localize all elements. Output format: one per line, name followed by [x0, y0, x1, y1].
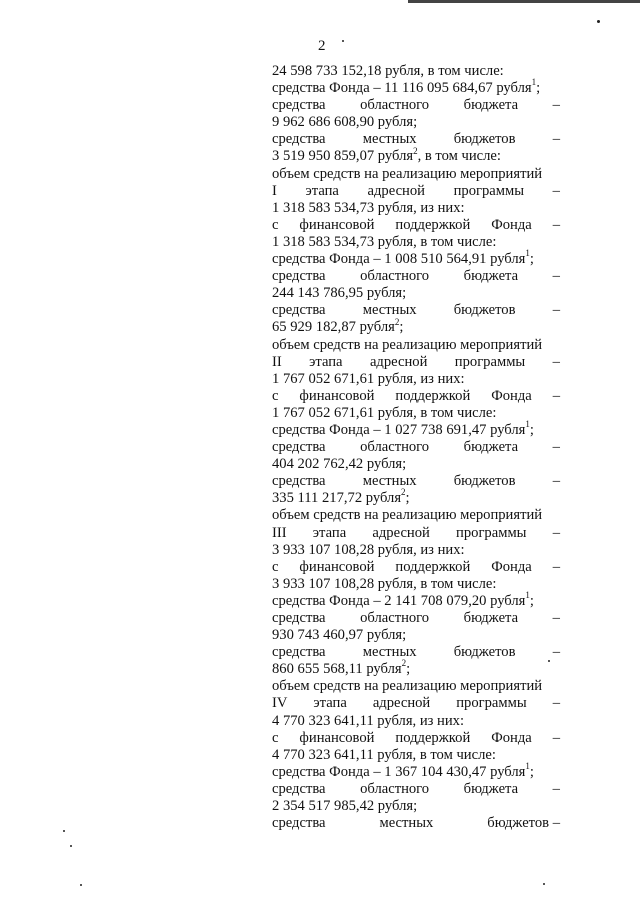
line-word: областного [360, 439, 430, 456]
line-word: адресной [369, 353, 428, 370]
line-text: объем средств на реализацию мероприятий [272, 165, 543, 182]
text-line [272, 713, 560, 730]
page-number: 2 [318, 38, 326, 54]
line-text: 2 354 517 985,42 рубля; [272, 798, 418, 815]
line-word: поддержкой [395, 387, 471, 404]
line-word: бюджетов – [487, 815, 560, 832]
text-line [272, 183, 560, 200]
line-word: средства [272, 610, 326, 626]
text-line [272, 77, 560, 97]
scan-speck [70, 845, 72, 847]
line-word: местных [362, 131, 417, 148]
line-word: адресной [372, 524, 430, 541]
text-line [272, 316, 560, 336]
line-word: адресной [367, 182, 425, 199]
text-line [272, 644, 560, 661]
line-text-tail: ; [405, 490, 410, 507]
line-word: – [552, 695, 560, 712]
scan-speck [80, 884, 82, 886]
text-line [272, 658, 560, 678]
text-line [272, 405, 560, 422]
line-word: – [552, 131, 560, 148]
line-word: областного [360, 780, 430, 797]
line-word: с [272, 387, 279, 404]
line-text-tail: ; [529, 592, 534, 609]
text-line [272, 747, 560, 764]
text-line [272, 419, 560, 439]
footnote-marker: 1 [525, 760, 530, 771]
line-text: 1 318 583 534,73 рубля, из них: [272, 199, 465, 216]
document-body [272, 63, 560, 832]
line-text-tail: ; [406, 661, 411, 678]
scan-speck [342, 40, 344, 42]
line-word: местных [362, 473, 417, 490]
line-word: Фонда [491, 216, 532, 233]
line-text: средства Фонда – 1 027 738 691,47 рубля [272, 421, 526, 438]
line-word: местных [379, 815, 434, 832]
text-line [272, 234, 560, 251]
text-line [272, 695, 560, 712]
line-text: 4 770 323 641,11 рубля, из них: [272, 712, 465, 729]
text-line [272, 285, 560, 302]
line-text: объем средств на реализацию мероприятий [272, 678, 543, 695]
text-line [272, 248, 560, 268]
line-text: 1 318 583 534,73 рубля, в том числе: [272, 233, 497, 250]
line-word: с [272, 216, 279, 233]
line-word: бюджетов [453, 131, 516, 148]
footnote-marker: 1 [531, 77, 537, 88]
line-word: Фонда [491, 387, 532, 404]
line-word: этапа [313, 695, 347, 712]
line-word: местных [362, 644, 417, 661]
line-text: объем средств на реализацию мероприятий [272, 336, 543, 353]
line-word: – [552, 524, 560, 541]
line-word: бюджетов [453, 644, 516, 661]
line-word: средства [272, 268, 326, 285]
line-word: средства [272, 473, 326, 490]
line-text: средства Фонда – 2 141 708 079,20 рубля [272, 592, 526, 609]
line-text: 3 933 107 108,28 рубля, из них: [272, 541, 465, 558]
line-word: областного [360, 97, 430, 114]
line-word: средства [272, 780, 326, 797]
line-word: этапа [305, 182, 339, 199]
text-line [272, 798, 560, 815]
line-word: местных [362, 302, 417, 319]
text-line [272, 268, 560, 285]
line-word: – [552, 780, 560, 797]
line-text: 860 655 568,11 рубля [272, 661, 402, 678]
footnote-marker: 1 [525, 248, 530, 259]
text-line [272, 678, 560, 695]
line-word: этапа [309, 353, 343, 370]
text-line [272, 576, 560, 593]
text-line [272, 302, 560, 319]
line-text: 244 143 786,95 рубля; [272, 285, 407, 302]
footnote-marker: 2 [401, 487, 406, 498]
line-word: – [552, 387, 560, 404]
line-word: программы [453, 182, 525, 199]
line-word: средства [272, 439, 326, 456]
footnote-marker: 2 [413, 145, 418, 156]
scan-speck [597, 20, 600, 23]
line-word: средства [272, 131, 326, 148]
text-line [272, 473, 560, 490]
line-word: – [552, 353, 560, 370]
scan-speck [543, 883, 545, 885]
line-word: IV [272, 695, 288, 712]
line-text: 3 933 107 108,28 рубля, в том числе: [272, 575, 497, 592]
text-line [272, 487, 560, 507]
line-text: средства Фонда – 1 367 104 430,47 рубля [272, 763, 526, 780]
line-word: III [272, 524, 287, 541]
text-line [272, 439, 560, 456]
line-word: программы [454, 353, 526, 370]
text-line [272, 610, 560, 627]
line-word: поддержкой [395, 558, 471, 575]
text-line [272, 145, 560, 165]
line-text: 3 519 950 859,07 рубля [272, 148, 414, 165]
line-word: бюджета [463, 610, 519, 626]
line-word: средства [272, 644, 326, 661]
line-word: с [272, 729, 279, 746]
line-text: 24 598 733 152,18 рубля, в том числе: [272, 63, 504, 79]
footnote-marker: 2 [394, 316, 400, 327]
line-text: 4 770 323 641,11 рубля, в том числе: [272, 746, 496, 763]
line-word: – [552, 182, 560, 199]
line-word: – [552, 97, 560, 114]
footnote-marker: 2 [401, 658, 407, 669]
line-text-tail: ; [529, 421, 534, 438]
text-line [272, 217, 560, 234]
line-word: – [552, 302, 560, 319]
footnote-marker: 1 [525, 419, 530, 430]
line-word: – [552, 644, 560, 661]
line-word: бюджета [463, 439, 519, 456]
line-word: средства [272, 97, 326, 114]
line-word: – [552, 729, 560, 746]
line-word: бюджета [463, 268, 519, 285]
line-text: 1 767 052 671,61 рубля, из них: [272, 370, 465, 387]
line-word: финансовой [299, 558, 375, 575]
text-line [272, 590, 560, 610]
line-word: II [272, 353, 282, 370]
text-line [272, 507, 560, 524]
line-text: 930 743 460,97 рубля; [272, 627, 407, 644]
line-word: – [552, 473, 560, 490]
text-line [272, 760, 560, 781]
line-word: средства [272, 815, 326, 832]
footnote-marker: 1 [525, 590, 530, 601]
line-word: поддержкой [395, 216, 471, 233]
line-word: бюджетов [453, 473, 516, 490]
line-word: средства [272, 302, 326, 319]
line-text: средства Фонда – 1 008 510 564,91 рубля [272, 251, 526, 268]
line-text: 1 767 052 671,61 рубля, в том числе: [272, 404, 497, 421]
line-word: – [552, 439, 560, 456]
scan-speck [63, 830, 65, 832]
line-word: Фонда [491, 729, 532, 746]
text-line [272, 166, 560, 183]
line-text: 9 962 686 608,90 рубля; [272, 114, 418, 131]
line-text: 404 202 762,42 рубля; [272, 456, 407, 473]
line-word: поддержкой [395, 729, 471, 746]
line-word: областного [360, 268, 430, 285]
line-word: Фонда [491, 558, 532, 575]
line-word: финансовой [299, 729, 375, 746]
line-text-tail: ; [529, 763, 534, 780]
text-line [272, 542, 560, 559]
line-text: 65 929 182,87 рубля [272, 319, 395, 336]
line-word: бюджета [463, 97, 519, 114]
text-line [272, 730, 560, 747]
line-word: бюджета [463, 780, 519, 797]
text-line [272, 559, 560, 576]
text-line [272, 337, 560, 354]
line-word: – [552, 268, 560, 285]
line-word: этапа [312, 524, 347, 541]
line-word: бюджетов [453, 302, 516, 319]
line-word: с [272, 558, 279, 575]
text-line [272, 114, 560, 131]
line-text: средства Фонда – 11 116 095 684,67 рубля [272, 80, 532, 97]
line-word: – [552, 610, 560, 626]
line-text-tail: ; [529, 251, 534, 268]
line-text-tail: , в том числе: [417, 148, 501, 165]
scan-speck [548, 660, 550, 662]
line-word: программы [456, 695, 527, 712]
text-line [272, 456, 560, 473]
line-word: адресной [372, 695, 431, 712]
text-line [272, 371, 560, 388]
text-line [272, 97, 560, 114]
text-line [272, 815, 560, 832]
text-line [272, 200, 560, 217]
line-word: – [552, 216, 560, 233]
scan-edge-line [408, 0, 640, 3]
line-word: областного [360, 610, 430, 626]
line-word: финансовой [299, 387, 375, 404]
text-line [272, 627, 560, 644]
line-word: финансовой [299, 216, 375, 233]
text-line [272, 63, 560, 80]
text-line [272, 354, 560, 371]
text-line [272, 525, 560, 542]
line-text-tail: ; [536, 80, 541, 97]
line-word: I [272, 182, 277, 199]
text-line [272, 388, 560, 405]
line-text-tail: ; [399, 319, 404, 336]
line-word: программы [456, 524, 527, 541]
line-text: объем средств на реализацию мероприятий [272, 507, 543, 524]
line-text: 335 111 217,72 рубля [272, 490, 402, 507]
line-word: – [552, 558, 560, 575]
text-line [272, 781, 560, 798]
